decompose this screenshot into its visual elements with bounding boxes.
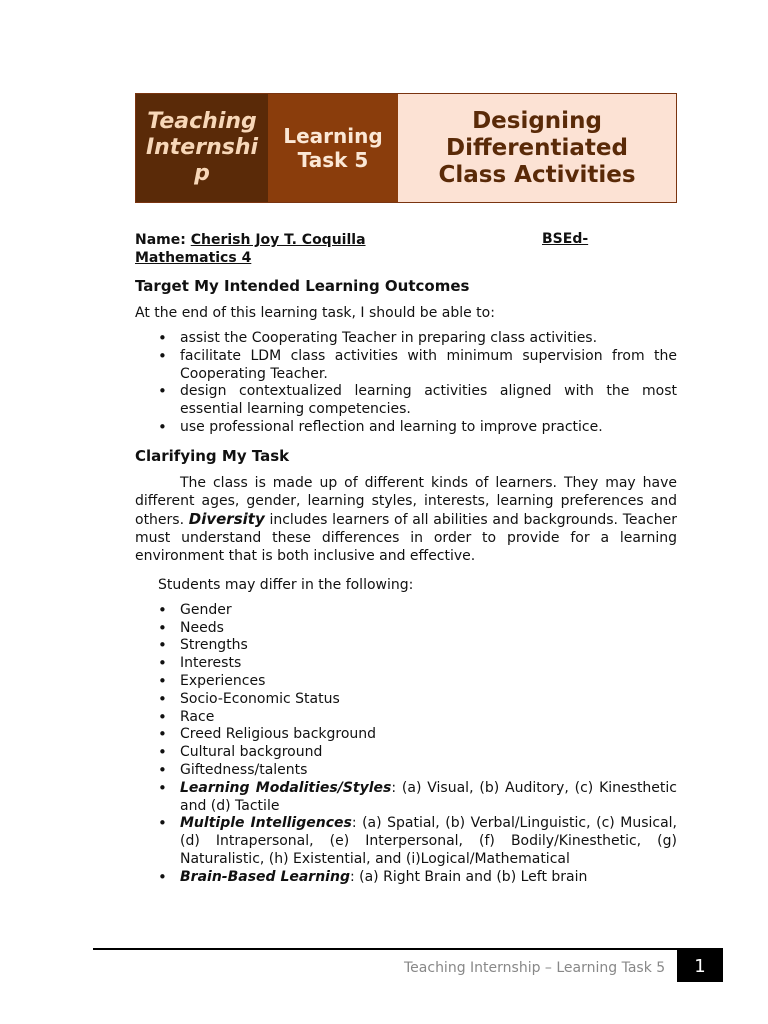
list-item: • design contextualized learning activities aligned with the most essential learning competencies. [180, 383, 677, 419]
list-item: • Needs [180, 620, 677, 638]
list-item-text: : (a) Right Brain and (b) Left brain [349, 868, 588, 885]
list-item: • Socio-Economic Status [180, 691, 677, 709]
list-item-text: : (a) Visual, (b) Auditory, (c) Kinesthetic and (d) Tactile [180, 779, 677, 814]
outcomes-intro: At the end of this learning task, I should be able to: [135, 305, 495, 321]
footer-divider [93, 948, 723, 950]
task-heading: Clarifying My Task [135, 446, 290, 465]
list-item: • Giftedness/talents [180, 762, 677, 780]
task-paragraph [135, 474, 677, 565]
list-item: • Creed Religious background [180, 726, 677, 744]
banner-task-box: Learning Task 5 [268, 94, 398, 202]
title-banner [135, 93, 677, 203]
footer-text: Teaching Internship – Learning Task 5 [404, 960, 666, 976]
differ-intro: Students may differ in the following: [158, 576, 414, 593]
document-body [135, 231, 677, 887]
list-item-term: Learning Modalities/Styles [180, 779, 392, 796]
list-item-term: Multiple Intelligences [180, 815, 352, 832]
list-item [180, 780, 677, 816]
student-info [135, 231, 677, 267]
name-label: Name: [135, 232, 186, 248]
list-item: • Cultural background [180, 744, 677, 762]
list-item: • assist the Cooperating Teacher in preparing class activities. [180, 330, 677, 348]
list-item: • Strengths [180, 637, 677, 655]
outcomes-heading: Target My Intended Learning Outcomes [135, 277, 470, 295]
list-item: • facilitate LDM class activities with minimum supervision from the Cooperating Teacher. [180, 348, 677, 384]
task-para-a: The class is made up of different kinds of learners. They may have different ages, gender, learning styles, interests, learning preferences and others. [135, 474, 677, 528]
diversity-term: Diversity [188, 509, 265, 528]
banner-internship-box: Teaching Internship [136, 94, 268, 202]
task-para-b: includes learners of all abilities and backgrounds. Teacher must understand these differences in order to provide for a learning environment that is both inclusive and effective. [135, 511, 678, 564]
banner-title: Designing Differentiated Class Activities [398, 94, 676, 202]
course-part1: BSEd- [542, 231, 589, 247]
list-item: • Race [180, 709, 677, 727]
list-item: • Gender [180, 602, 677, 620]
page-number: 1 [677, 950, 723, 982]
list-item-text: : (a) Spatial, (b) Verbal/Linguistic, (c) Musical, (d) Intrapersonal, (e) Interpersonal, (f) Bodily/Kinesthetic, (g) Naturalistic, (h) Existential, and (i)Logical/Mathematical [180, 815, 678, 867]
list-item-term: Brain-Based Learning [180, 868, 350, 885]
list-item: • Experiences [180, 673, 677, 691]
course-part2: Mathematics 4 [135, 250, 252, 266]
list-item: • Interests [180, 655, 677, 673]
list-item: • use professional reflection and learning to improve practice. [180, 419, 677, 437]
list-item [180, 869, 677, 887]
outcomes-list [135, 330, 677, 437]
list-item [180, 815, 677, 868]
student-name: Cherish Joy T. Coquilla [190, 232, 366, 248]
differences-list [135, 602, 677, 887]
